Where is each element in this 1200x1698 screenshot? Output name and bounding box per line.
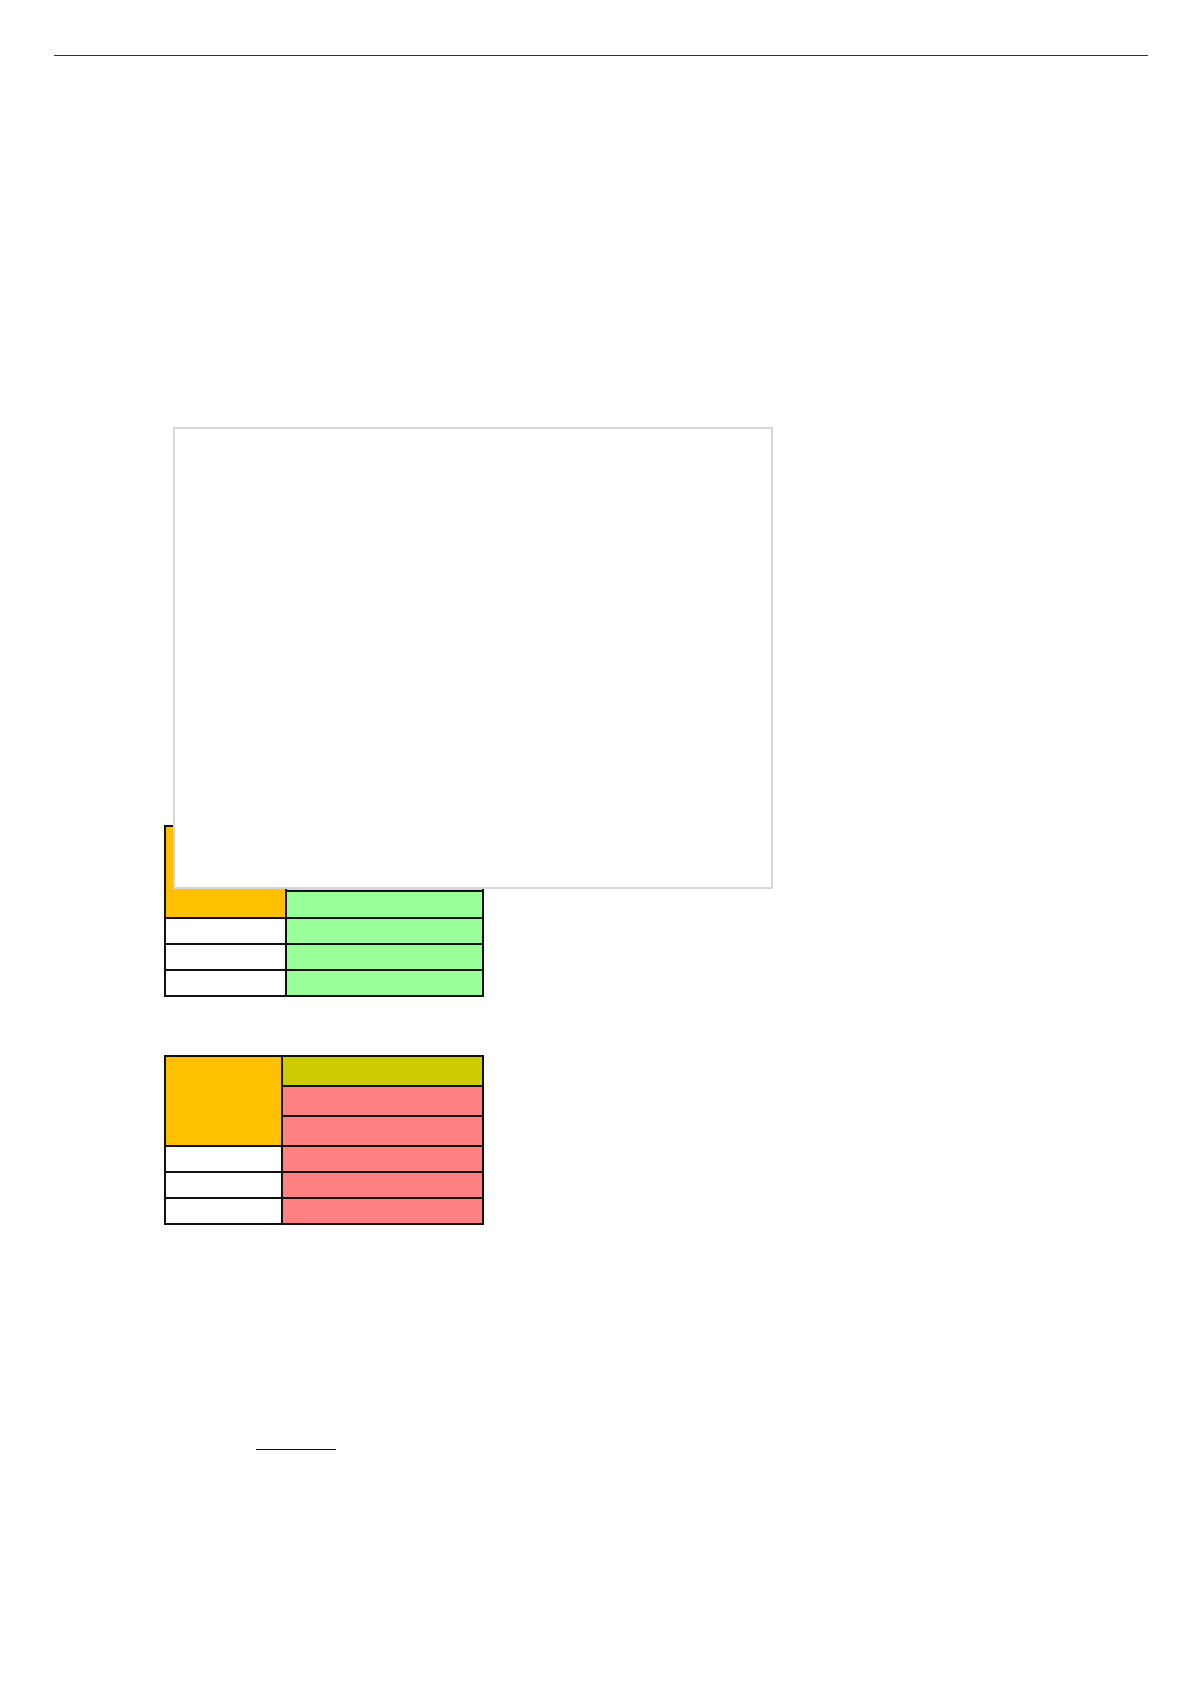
- table-row: [165, 1146, 483, 1172]
- demand-group-label: [282, 1086, 483, 1116]
- table-row: [165, 918, 483, 944]
- demanda-cell: [286, 970, 483, 996]
- precio-cell: [165, 1146, 282, 1172]
- precio-cell: [165, 944, 286, 970]
- demanda-cell: [282, 1172, 483, 1198]
- table-row: [165, 1172, 483, 1198]
- table-row: [165, 944, 483, 970]
- demanda-cell: [286, 944, 483, 970]
- table-row: [165, 1198, 483, 1224]
- precio-cell: [165, 1198, 282, 1224]
- formula-denominator: [256, 1450, 336, 1453]
- demand-equation: [286, 891, 483, 918]
- demanda-cell: [286, 918, 483, 944]
- elasticity-formula: [188, 1447, 788, 1517]
- precio-cell: [165, 1172, 282, 1198]
- formula-fraction: [256, 1447, 336, 1453]
- precio-header: [165, 1056, 282, 1146]
- demand-equation: [282, 1116, 483, 1146]
- demanda-cell: [282, 1198, 483, 1224]
- demand-chart-svg: [175, 429, 771, 887]
- demanda-cell: [282, 1146, 483, 1172]
- table-student-demand: [164, 1055, 484, 1225]
- demand-chart: [173, 427, 773, 889]
- table-row: [165, 970, 483, 996]
- precio-cell: [165, 970, 286, 996]
- top-rule: [54, 55, 1148, 56]
- demanda-header: [282, 1056, 483, 1086]
- precio-cell: [165, 918, 286, 944]
